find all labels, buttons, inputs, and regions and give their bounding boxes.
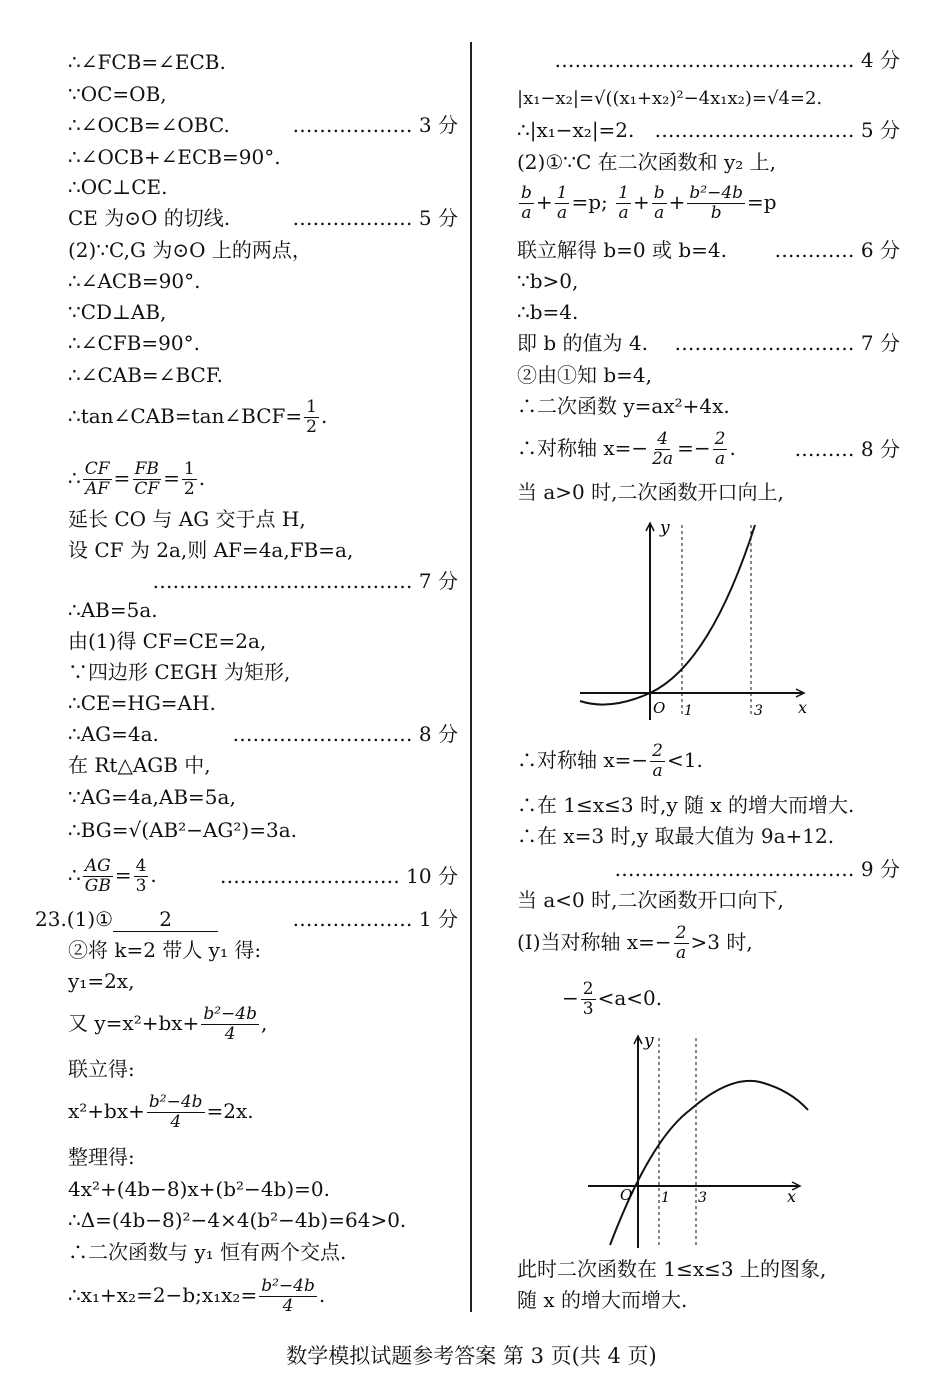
numerator: 4 bbox=[657, 429, 669, 449]
line: ∴b=4. bbox=[517, 300, 579, 324]
line-fraction bbox=[68, 398, 327, 437]
line: 由(1)得 CF=CE=2a, bbox=[68, 629, 267, 653]
score: ……………… 3 分 bbox=[292, 113, 458, 137]
fraction bbox=[304, 398, 319, 437]
line: ∴在 1≤x≤3 时,y 随 x 的增大而增大. bbox=[517, 793, 855, 817]
denominator: 3 bbox=[582, 999, 594, 1019]
denominator: a bbox=[676, 943, 687, 963]
numerator: b bbox=[521, 183, 532, 203]
y-label: y bbox=[660, 518, 670, 538]
denominator: a bbox=[557, 203, 568, 223]
text: , bbox=[260, 1011, 268, 1035]
fraction bbox=[201, 1005, 259, 1044]
fraction bbox=[83, 857, 113, 896]
numerator: b²−4b bbox=[261, 1276, 315, 1296]
text: . bbox=[729, 436, 736, 460]
line: 随 x 的增大而增大. bbox=[517, 1288, 688, 1312]
denominator: 4 bbox=[170, 1112, 182, 1132]
text: ∴对称轴 x=− bbox=[517, 436, 649, 460]
answer-blank: 2 bbox=[113, 907, 218, 932]
text: − bbox=[562, 986, 579, 1010]
text: =2x. bbox=[206, 1099, 254, 1123]
score: ……… 8 分 bbox=[794, 437, 900, 461]
numerator: 4 bbox=[135, 856, 147, 876]
numerator: 2 bbox=[652, 741, 663, 761]
x-label: x bbox=[798, 698, 808, 717]
line: ∴Δ=(4b−8)²−4×4(b²−4b)=64>0. bbox=[68, 1208, 407, 1232]
fraction bbox=[182, 460, 197, 499]
column-divider bbox=[470, 42, 472, 1312]
score: ……………………………… 9 分 bbox=[614, 857, 900, 881]
line-fraction bbox=[517, 742, 703, 781]
line: 当 a<0 时,二次函数开口向下, bbox=[517, 888, 784, 912]
text: =p bbox=[747, 190, 777, 214]
score: ……………………………………… 4 分 bbox=[554, 48, 900, 72]
tick-label-1: 1 bbox=[661, 1190, 670, 1206]
score: ……………………… 8 分 bbox=[232, 722, 458, 746]
line: ∴CE=HG=AH. bbox=[68, 691, 216, 715]
text: <a<0. bbox=[597, 986, 663, 1010]
fraction bbox=[713, 430, 728, 469]
line: 联立解得 b=0 或 b=4. bbox=[517, 238, 727, 262]
denominator: 4 bbox=[224, 1024, 236, 1044]
text: ∴ bbox=[68, 466, 81, 490]
line: ∴AG=4a. bbox=[68, 722, 159, 746]
text: ∴tan∠CAB=tan∠BCF= bbox=[68, 404, 303, 428]
text: . bbox=[198, 466, 206, 490]
line: ②由①知 b=4, bbox=[517, 363, 652, 387]
numerator: 1 bbox=[183, 459, 195, 479]
line: ∴二次函数 y=ax²+4x. bbox=[517, 394, 730, 418]
text: <1. bbox=[666, 748, 703, 772]
numerator: 1 bbox=[556, 183, 568, 203]
text: 又 y=x²+bx+ bbox=[68, 1011, 200, 1035]
line: 联立得: bbox=[68, 1057, 135, 1081]
parabola-graph-downward bbox=[580, 1030, 820, 1250]
line: |x₁−x₂|=√((x₁+x₂)²−4x₁x₂)=√4=2. bbox=[517, 88, 823, 109]
numerator: b bbox=[653, 183, 665, 203]
fraction bbox=[581, 980, 596, 1019]
fraction bbox=[650, 742, 665, 781]
text: (Ⅰ)当对称轴 x=− bbox=[517, 930, 672, 954]
fraction bbox=[555, 184, 570, 223]
line: (2)①∵C 在二次函数和 y₂ 上, bbox=[517, 150, 777, 174]
line: 即 b 的值为 4. bbox=[517, 331, 648, 355]
score: ………………………………… 7 分 bbox=[152, 569, 458, 593]
numerator: 2 bbox=[582, 979, 594, 999]
text: = bbox=[113, 466, 131, 490]
tick-label-3: 3 bbox=[698, 1190, 707, 1206]
line-fraction bbox=[68, 460, 205, 499]
numerator: b²−4b bbox=[203, 1004, 257, 1024]
x-label: x bbox=[787, 1187, 797, 1206]
line: ∴∠CFB=90°. bbox=[68, 331, 200, 355]
parabola-graph-upward bbox=[570, 515, 820, 725]
numerator: 1 bbox=[618, 183, 629, 203]
numerator: b²−4b bbox=[689, 183, 744, 203]
line: ∵CD⊥AB, bbox=[68, 300, 167, 324]
line: ∴∠OCB=∠OBC. bbox=[68, 113, 230, 137]
line: ∴二次函数与 y₁ 恒有两个交点. bbox=[68, 1240, 347, 1264]
fraction bbox=[134, 857, 149, 896]
parabola-curve bbox=[610, 1081, 808, 1245]
parabola-curve bbox=[580, 525, 755, 705]
line: 4x²+(4b−8)x+(b²−4b)=0. bbox=[68, 1177, 330, 1201]
tick-label-3: 3 bbox=[754, 703, 763, 719]
tick-label-1: 1 bbox=[684, 703, 693, 719]
text: ∴对称轴 x=− bbox=[517, 748, 649, 772]
line: (2)∵C,G 为⊙O 上的两点， bbox=[68, 238, 312, 262]
y-label: y bbox=[644, 1031, 654, 1051]
denominator: a bbox=[618, 203, 629, 223]
fraction bbox=[616, 184, 631, 223]
denominator: GB bbox=[84, 876, 111, 896]
denominator: a bbox=[652, 761, 663, 781]
score: ……………… 5 分 bbox=[292, 206, 458, 230]
line-fraction bbox=[68, 1093, 254, 1132]
line: 此时二次函数在 1≤x≤3 上的图象, bbox=[517, 1257, 827, 1281]
line: 当 a>0 时,二次函数开口向上, bbox=[517, 480, 784, 504]
text: ∴ bbox=[68, 863, 81, 887]
denominator: AF bbox=[85, 479, 110, 499]
line: ∵AG=4a,AB=5a, bbox=[68, 785, 236, 809]
text: + bbox=[535, 190, 553, 214]
denominator: CF bbox=[134, 479, 160, 499]
line: ∵OC=OB, bbox=[68, 82, 167, 106]
line: ∴OC⊥CE. bbox=[68, 175, 168, 199]
numerator: 2 bbox=[675, 923, 687, 943]
fraction bbox=[259, 1277, 317, 1316]
numerator: CF bbox=[84, 459, 110, 479]
line-fraction bbox=[562, 980, 662, 1019]
score: ………… 6 分 bbox=[774, 238, 900, 262]
line: ∵四边形 CEGH 为矩形, bbox=[68, 660, 291, 684]
text: =p; bbox=[571, 190, 608, 214]
score: ……………………… 7 分 bbox=[674, 331, 900, 355]
origin-label: O bbox=[653, 699, 666, 717]
line: ∴∠OCB+∠ECB=90°. bbox=[68, 145, 281, 169]
fraction bbox=[519, 184, 534, 223]
fraction bbox=[674, 924, 689, 963]
text: x²+bx+ bbox=[68, 1099, 145, 1123]
line-fraction bbox=[68, 857, 157, 896]
line-fraction bbox=[517, 184, 777, 223]
fraction bbox=[687, 184, 745, 223]
numerator: 2 bbox=[714, 429, 726, 449]
line-fraction bbox=[517, 430, 736, 469]
fraction bbox=[83, 460, 112, 499]
score: ……………… 1 分 bbox=[292, 907, 458, 931]
page-footer: 数学模拟试题参考答案 第 3 页(共 4 页) bbox=[286, 1344, 657, 1368]
text: 23.(1)① bbox=[35, 907, 114, 931]
line: ∴|x₁−x₂|=2. bbox=[517, 118, 635, 142]
line-fraction bbox=[517, 924, 753, 963]
line-fraction bbox=[68, 1005, 267, 1044]
numerator: FB bbox=[134, 459, 159, 479]
origin-label: O bbox=[620, 1186, 633, 1204]
text: . bbox=[320, 404, 328, 428]
text: >3 时, bbox=[690, 930, 753, 954]
line: CE 为⊙O 的切线. bbox=[68, 206, 231, 230]
denominator: 2 bbox=[306, 417, 317, 437]
line-fraction bbox=[68, 1277, 325, 1316]
text: + bbox=[668, 190, 686, 214]
line bbox=[35, 907, 218, 932]
text: . bbox=[318, 1283, 326, 1307]
denominator: 2a bbox=[652, 449, 674, 469]
text: + bbox=[632, 190, 650, 214]
line: ∴∠ACB=90°. bbox=[68, 269, 201, 293]
fraction bbox=[652, 184, 667, 223]
denominator: 3 bbox=[135, 876, 147, 896]
denominator: a bbox=[521, 203, 532, 223]
line: 在 Rt△AGB 中, bbox=[68, 753, 211, 777]
fraction bbox=[132, 460, 161, 499]
denominator: 2 bbox=[183, 479, 195, 499]
denominator: a bbox=[654, 203, 665, 223]
line: 整理得: bbox=[68, 1145, 135, 1169]
line: y₁=2x, bbox=[68, 969, 135, 993]
line: ∵b>0, bbox=[517, 269, 579, 293]
text: ∴x₁+x₂=2−b;x₁x₂= bbox=[68, 1283, 258, 1307]
fraction bbox=[147, 1093, 205, 1132]
text: = bbox=[163, 466, 180, 490]
text: = bbox=[114, 863, 132, 887]
line: ②将 k=2 带人 y₁ 得: bbox=[68, 938, 262, 962]
score: ……………………… 10 分 bbox=[219, 864, 458, 888]
numerator: 1 bbox=[306, 397, 317, 417]
denominator: b bbox=[710, 203, 722, 223]
line: ∴BG=√(AB²−AG²)=3a. bbox=[68, 818, 297, 842]
line: 设 CF 为 2a,则 AF=4a,FB=a, bbox=[68, 538, 354, 562]
denominator: a bbox=[714, 449, 726, 469]
line: ∴AB=5a. bbox=[68, 598, 158, 622]
score: ………………………… 5 分 bbox=[654, 118, 900, 142]
line: ∴∠FCB=∠ECB. bbox=[68, 50, 226, 74]
numerator: b²−4b bbox=[148, 1092, 203, 1112]
denominator: 4 bbox=[282, 1296, 294, 1316]
line: 延长 CO 与 AG 交于点 H, bbox=[68, 507, 306, 531]
text: =− bbox=[677, 436, 711, 460]
line: ∴在 x=3 时,y 取最大值为 9a+12. bbox=[517, 824, 835, 848]
fraction bbox=[650, 430, 675, 469]
text: . bbox=[150, 863, 157, 887]
line: ∴∠CAB=∠BCF. bbox=[68, 363, 223, 387]
numerator: AG bbox=[84, 856, 111, 876]
